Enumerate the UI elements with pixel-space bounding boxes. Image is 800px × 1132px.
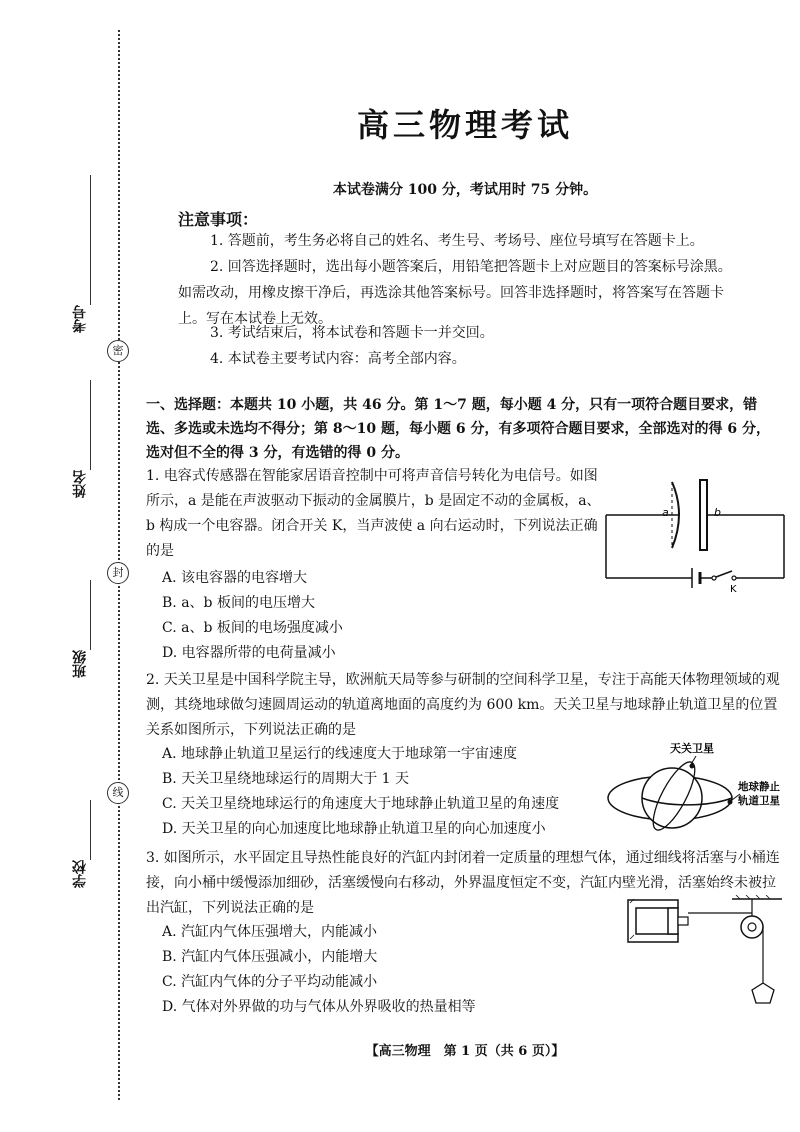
page-title: 高三物理考试	[356, 106, 573, 144]
question-1-option-c: C. a、b 板间的电场强度减小	[162, 620, 343, 636]
satellite-orbit-figure	[600, 740, 795, 840]
note-item-2: 2. 回答选择题时，选出每小题答案后，用铅笔把答题卡上对应题目的答案标号涂黑。如需改动，用橡皮擦干净后，再选涂其他答案标号。回答非选择题时，将答案写在答题卡上。写在本试卷上无效。	[178, 259, 732, 327]
school-underline	[90, 800, 91, 860]
question-2-stem: 2. 天关卫星是中国科学院主导，欧洲航天局等参与研制的空间科学卫星，专注于高能天体物理领域的观测，其绕地球做匀速圆周运动的轨道离地面的高度约为 600 km。天关卫星与地球静止轨道卫星的位置关系如图所示，下列说法正确的是	[146, 672, 780, 738]
label-a: a	[662, 506, 669, 519]
label-k: K	[730, 584, 737, 595]
exam-info: 本试卷满分 100 分，考试用时 75 分钟。	[332, 182, 598, 198]
class-underline	[90, 580, 91, 650]
note-item-4: 4. 本试卷主要考试内容：高考全部内容。	[210, 351, 466, 367]
note-item-1: 1. 答题前，考生务必将自己的姓名、考生号、考场号、座位号填写在答题卡上。	[210, 233, 704, 249]
name-label: 姓名	[72, 470, 88, 498]
question-2-option-c: C. 天关卫星绕地球运行的角速度大于地球静止轨道卫星的角速度	[162, 796, 560, 812]
piston-rod	[678, 917, 688, 925]
question-2-option-a: A. 地球静止轨道卫星运行的线速度大于地球第一宇宙速度	[162, 746, 518, 762]
switch-k	[716, 571, 732, 577]
exam-number-label: 考号	[72, 305, 88, 333]
question-3-option-d: D. 气体对外界做的功与气体从外界吸收的热量相等	[162, 999, 476, 1015]
exam-number-field	[70, 175, 130, 355]
class-label: 班级	[72, 650, 88, 678]
question-3-option-a: A. 汽缸内气体压强增大，内能减小	[162, 924, 378, 940]
page-footer: 【高三物理 第 1 页（共 6 页）】	[365, 1044, 565, 1059]
question-3-stem: 3. 如图所示，水平固定且导热性能良好的汽缸内封闭着一定质量的理想气体，通过细线将活塞与小桶连接，向小桶中缓慢添加细砂，活塞缓慢向右移动，外界温度恒定不变，汽缸内壁光滑，活塞始终未被拉出汽缸，下列说法正确的是	[146, 850, 780, 916]
seal-mi: 密	[107, 340, 129, 362]
question-2-option-b: B. 天关卫星绕地球运行的周期大于 1 天	[162, 771, 409, 787]
question-1-stem: 1. 电容式传感器在智能家居语音控制中可将声音信号转化为电信号。如图所示，a 是能在声波驱动下振动的金属膜片，b 是固定不动的金属板，a、b 构成一个电容器。闭合开关 K，当声波使 a 向右运动时，下列说法正确的是	[146, 468, 601, 559]
seal-feng: 封	[107, 562, 129, 584]
question-1-option-a: A. 该电容器的电容增大	[162, 570, 308, 586]
notes-heading: 注意事项：	[178, 210, 259, 229]
label-tianguan: 天关卫星	[670, 742, 714, 755]
sand-bucket	[752, 983, 774, 1003]
question-1-option-d: D. 电容器所带的电荷量减小	[162, 645, 336, 661]
question-2-option-d: D. 天关卫星的向心加速度比地球静止轨道卫星的向心加速度小	[162, 821, 546, 837]
piston	[668, 908, 678, 934]
class-field	[70, 580, 130, 710]
label-geo-1: 地球静止	[738, 781, 780, 793]
question-1-option-b: B. a、b 板间的电压增大	[162, 595, 315, 611]
plate-b	[700, 480, 707, 550]
school-label: 学校	[72, 860, 88, 888]
label-geo-2: 轨道卫星	[738, 795, 780, 807]
note-item-3: 3. 考试结束后，将本试卷和答题卡一并交回。	[210, 325, 494, 341]
question-3-option-c: C. 汽缸内气体的分子平均动能减小	[162, 974, 378, 990]
name-field	[70, 380, 130, 540]
cylinder-pulley-figure	[620, 895, 790, 1010]
name-underline	[90, 380, 91, 470]
capacitor-circuit-figure	[600, 470, 790, 595]
label-b: b	[714, 506, 721, 519]
section-1-instructions: 一、选择题：本题共 10 小题，共 46 分。第 1～7 题，每小题 4 分，只有一项符合题目要求，错选、多选或未选均不得分；第 8～10 题，每小题 6 分，有多项符合题目要求，全部选对的得 6 分，选对但不全的得 3 分，有选错的得 0 分。	[146, 397, 770, 461]
school-field	[70, 800, 130, 910]
question-3-option-b: B. 汽缸内气体压强减小，内能增大	[162, 949, 378, 965]
seal-xian: 线	[107, 782, 129, 804]
